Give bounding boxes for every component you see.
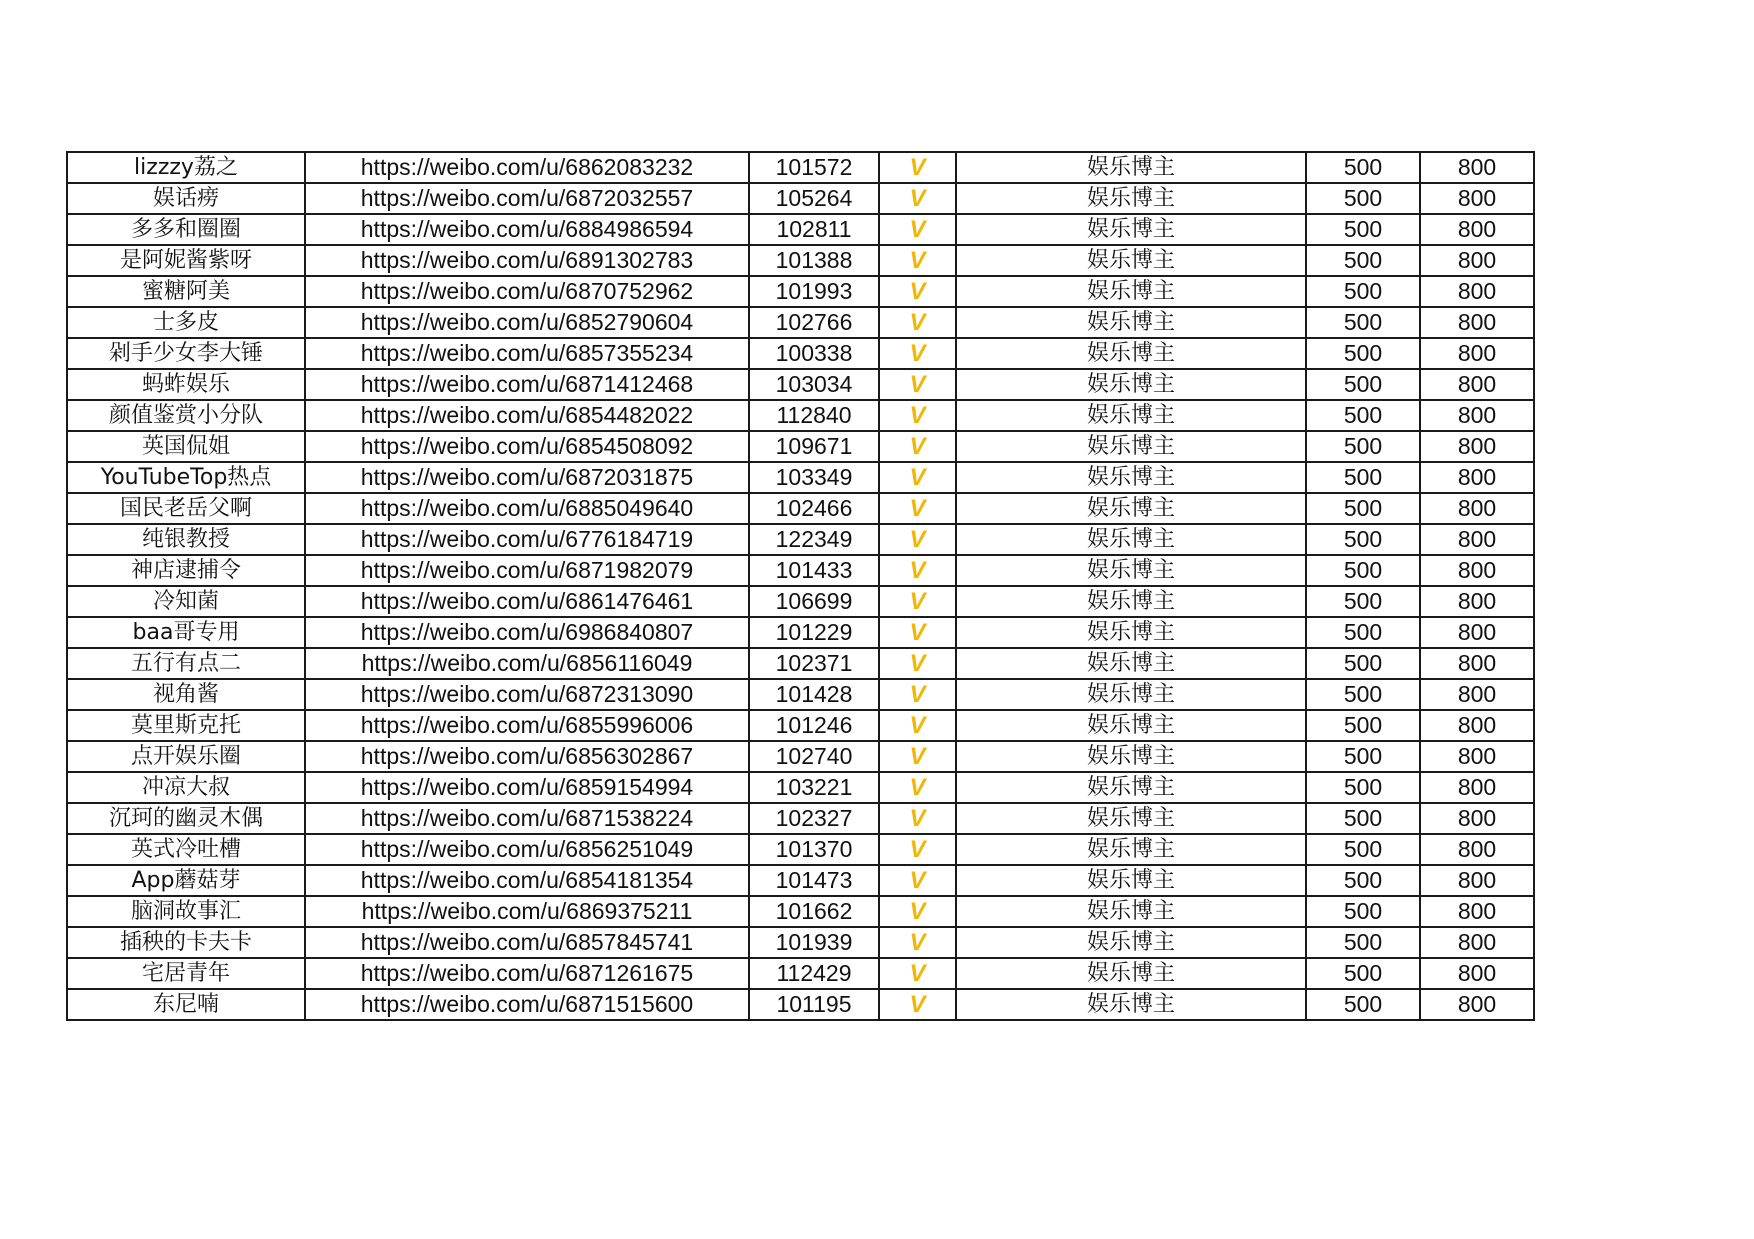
price-primary-cell: 500 xyxy=(1306,338,1420,369)
table-row xyxy=(67,989,1534,1020)
blogger-name-cell: 颜值鉴赏小分队 xyxy=(67,400,305,431)
table-row xyxy=(67,927,1534,958)
blogger-name-cell: 神店逮捕令 xyxy=(67,555,305,586)
category-cell: 娱乐博主 xyxy=(956,803,1306,834)
blogger-name-cell: 是阿妮酱紫呀 xyxy=(67,245,305,276)
blogger-id-cell: 101473 xyxy=(749,865,879,896)
verified-mark-cell: V xyxy=(879,214,956,245)
category-cell: 娱乐博主 xyxy=(956,679,1306,710)
category-cell: 娱乐博主 xyxy=(956,710,1306,741)
price-primary-cell: 500 xyxy=(1306,896,1420,927)
price-secondary-cell: 800 xyxy=(1420,524,1534,555)
blogger-id-cell: 101246 xyxy=(749,710,879,741)
category-cell: 娱乐博主 xyxy=(956,369,1306,400)
verified-mark-cell: V xyxy=(879,462,956,493)
blogger-id-cell: 105264 xyxy=(749,183,879,214)
verified-mark-cell: V xyxy=(879,555,956,586)
verified-mark-cell: V xyxy=(879,524,956,555)
verified-mark-cell: V xyxy=(879,431,956,462)
table-row xyxy=(67,741,1534,772)
table-row xyxy=(67,462,1534,493)
table-row xyxy=(67,369,1534,400)
price-secondary-cell: 800 xyxy=(1420,555,1534,586)
price-primary-cell: 500 xyxy=(1306,834,1420,865)
category-cell: 娱乐博主 xyxy=(956,462,1306,493)
category-cell: 娱乐博主 xyxy=(956,834,1306,865)
blogger-id-cell: 102811 xyxy=(749,214,879,245)
verified-mark-cell: V xyxy=(879,989,956,1020)
blogger-id-cell: 100338 xyxy=(749,338,879,369)
profile-url-cell: https://weibo.com/u/6776184719 xyxy=(305,524,749,555)
category-cell: 娱乐博主 xyxy=(956,617,1306,648)
blogger-id-cell: 102466 xyxy=(749,493,879,524)
price-primary-cell: 500 xyxy=(1306,803,1420,834)
blogger-name-cell: 冷知菌 xyxy=(67,586,305,617)
price-secondary-cell: 800 xyxy=(1420,152,1534,183)
blogger-name-cell: 冲凉大叔 xyxy=(67,772,305,803)
verified-mark-cell: V xyxy=(879,276,956,307)
price-primary-cell: 500 xyxy=(1306,431,1420,462)
blogger-name-cell: 东尼喃 xyxy=(67,989,305,1020)
table-row xyxy=(67,834,1534,865)
blogger-name-cell: 纯银教授 xyxy=(67,524,305,555)
blogger-id-cell: 102371 xyxy=(749,648,879,679)
price-primary-cell: 500 xyxy=(1306,183,1420,214)
table-row xyxy=(67,555,1534,586)
table-row xyxy=(67,679,1534,710)
price-secondary-cell: 800 xyxy=(1420,958,1534,989)
blogger-id-cell: 102740 xyxy=(749,741,879,772)
table-row xyxy=(67,896,1534,927)
price-secondary-cell: 800 xyxy=(1420,989,1534,1020)
table-body xyxy=(67,152,1534,1020)
profile-url-cell: https://weibo.com/u/6871538224 xyxy=(305,803,749,834)
verified-mark-cell: V xyxy=(879,617,956,648)
price-primary-cell: 500 xyxy=(1306,493,1420,524)
verified-mark-cell: V xyxy=(879,152,956,183)
price-secondary-cell: 800 xyxy=(1420,617,1534,648)
price-primary-cell: 500 xyxy=(1306,400,1420,431)
blogger-name-cell: 脑洞故事汇 xyxy=(67,896,305,927)
price-primary-cell: 500 xyxy=(1306,152,1420,183)
blogger-name-cell: baa哥专用 xyxy=(67,617,305,648)
blogger-name-cell: 国民老岳父啊 xyxy=(67,493,305,524)
price-secondary-cell: 800 xyxy=(1420,183,1534,214)
profile-url-cell: https://weibo.com/u/6871515600 xyxy=(305,989,749,1020)
blogger-id-cell: 101229 xyxy=(749,617,879,648)
category-cell: 娱乐博主 xyxy=(956,276,1306,307)
blogger-id-cell: 103034 xyxy=(749,369,879,400)
table-row xyxy=(67,183,1534,214)
price-primary-cell: 500 xyxy=(1306,865,1420,896)
price-primary-cell: 500 xyxy=(1306,276,1420,307)
verified-mark-cell: V xyxy=(879,834,956,865)
profile-url-cell: https://weibo.com/u/6862083232 xyxy=(305,152,749,183)
price-primary-cell: 500 xyxy=(1306,989,1420,1020)
verified-mark-cell: V xyxy=(879,369,956,400)
blogger-id-cell: 103221 xyxy=(749,772,879,803)
blogger-id-cell: 103349 xyxy=(749,462,879,493)
table-row xyxy=(67,772,1534,803)
price-secondary-cell: 800 xyxy=(1420,400,1534,431)
blogger-id-cell: 112840 xyxy=(749,400,879,431)
verified-mark-cell: V xyxy=(879,927,956,958)
table-row xyxy=(67,958,1534,989)
profile-url-cell: https://weibo.com/u/6857845741 xyxy=(305,927,749,958)
table-row xyxy=(67,214,1534,245)
verified-mark-cell: V xyxy=(879,958,956,989)
blogger-name-cell: 宅居青年 xyxy=(67,958,305,989)
blogger-id-cell: 109671 xyxy=(749,431,879,462)
price-primary-cell: 500 xyxy=(1306,710,1420,741)
profile-url-cell: https://weibo.com/u/6871982079 xyxy=(305,555,749,586)
verified-mark-cell: V xyxy=(879,245,956,276)
table-row xyxy=(67,338,1534,369)
profile-url-cell: https://weibo.com/u/6869375211 xyxy=(305,896,749,927)
blogger-id-cell: 101993 xyxy=(749,276,879,307)
table-row xyxy=(67,803,1534,834)
blogger-name-cell: 沉珂的幽灵木偶 xyxy=(67,803,305,834)
profile-url-cell: https://weibo.com/u/6854508092 xyxy=(305,431,749,462)
blogger-id-cell: 101388 xyxy=(749,245,879,276)
blogger-id-cell: 101428 xyxy=(749,679,879,710)
blogger-id-cell: 106699 xyxy=(749,586,879,617)
table-row xyxy=(67,617,1534,648)
price-secondary-cell: 800 xyxy=(1420,586,1534,617)
profile-url-cell: https://weibo.com/u/6856251049 xyxy=(305,834,749,865)
price-primary-cell: 500 xyxy=(1306,524,1420,555)
price-primary-cell: 500 xyxy=(1306,927,1420,958)
category-cell: 娱乐博主 xyxy=(956,927,1306,958)
category-cell: 娱乐博主 xyxy=(956,183,1306,214)
category-cell: 娱乐博主 xyxy=(956,958,1306,989)
table-row xyxy=(67,307,1534,338)
verified-mark-cell: V xyxy=(879,865,956,896)
table-row xyxy=(67,493,1534,524)
blogger-name-cell: 视角酱 xyxy=(67,679,305,710)
price-secondary-cell: 800 xyxy=(1420,679,1534,710)
price-secondary-cell: 800 xyxy=(1420,741,1534,772)
profile-url-cell: https://weibo.com/u/6854181354 xyxy=(305,865,749,896)
table-row xyxy=(67,865,1534,896)
profile-url-cell: https://weibo.com/u/6884986594 xyxy=(305,214,749,245)
price-secondary-cell: 800 xyxy=(1420,803,1534,834)
price-secondary-cell: 800 xyxy=(1420,462,1534,493)
verified-mark-cell: V xyxy=(879,679,956,710)
price-primary-cell: 500 xyxy=(1306,245,1420,276)
price-primary-cell: 500 xyxy=(1306,617,1420,648)
category-cell: 娱乐博主 xyxy=(956,524,1306,555)
verified-mark-cell: V xyxy=(879,803,956,834)
blogger-id-cell: 101370 xyxy=(749,834,879,865)
blogger-name-cell: 娱话痨 xyxy=(67,183,305,214)
profile-url-cell: https://weibo.com/u/6859154994 xyxy=(305,772,749,803)
price-primary-cell: 500 xyxy=(1306,555,1420,586)
blogger-table xyxy=(66,151,1535,1021)
blogger-name-cell: App蘑菇芽 xyxy=(67,865,305,896)
blogger-id-cell: 101572 xyxy=(749,152,879,183)
verified-mark-cell: V xyxy=(879,772,956,803)
profile-url-cell: https://weibo.com/u/6854482022 xyxy=(305,400,749,431)
blogger-name-cell: 蜜糖阿美 xyxy=(67,276,305,307)
category-cell: 娱乐博主 xyxy=(956,400,1306,431)
category-cell: 娱乐博主 xyxy=(956,989,1306,1020)
verified-mark-cell: V xyxy=(879,586,956,617)
price-primary-cell: 500 xyxy=(1306,586,1420,617)
blogger-id-cell: 101939 xyxy=(749,927,879,958)
blogger-name-cell: 蚂蚱娱乐 xyxy=(67,369,305,400)
profile-url-cell: https://weibo.com/u/6870752962 xyxy=(305,276,749,307)
profile-url-cell: https://weibo.com/u/6856116049 xyxy=(305,648,749,679)
category-cell: 娱乐博主 xyxy=(956,865,1306,896)
profile-url-cell: https://weibo.com/u/6885049640 xyxy=(305,493,749,524)
profile-url-cell: https://weibo.com/u/6856302867 xyxy=(305,741,749,772)
profile-url-cell: https://weibo.com/u/6872313090 xyxy=(305,679,749,710)
price-primary-cell: 500 xyxy=(1306,958,1420,989)
blogger-name-cell: 剁手少女李大锤 xyxy=(67,338,305,369)
profile-url-cell: https://weibo.com/u/6855996006 xyxy=(305,710,749,741)
category-cell: 娱乐博主 xyxy=(956,307,1306,338)
profile-url-cell: https://weibo.com/u/6871261675 xyxy=(305,958,749,989)
blogger-name-cell: 插秧的卡夫卡 xyxy=(67,927,305,958)
profile-url-cell: https://weibo.com/u/6986840807 xyxy=(305,617,749,648)
price-primary-cell: 500 xyxy=(1306,369,1420,400)
profile-url-cell: https://weibo.com/u/6871412468 xyxy=(305,369,749,400)
price-secondary-cell: 800 xyxy=(1420,493,1534,524)
blogger-id-cell: 101195 xyxy=(749,989,879,1020)
verified-mark-cell: V xyxy=(879,648,956,679)
verified-mark-cell: V xyxy=(879,710,956,741)
blogger-name-cell: 士多皮 xyxy=(67,307,305,338)
category-cell: 娱乐博主 xyxy=(956,648,1306,679)
category-cell: 娱乐博主 xyxy=(956,772,1306,803)
price-secondary-cell: 800 xyxy=(1420,307,1534,338)
price-secondary-cell: 800 xyxy=(1420,245,1534,276)
price-secondary-cell: 800 xyxy=(1420,431,1534,462)
blogger-id-cell: 102766 xyxy=(749,307,879,338)
table-row xyxy=(67,152,1534,183)
category-cell: 娱乐博主 xyxy=(956,431,1306,462)
price-secondary-cell: 800 xyxy=(1420,648,1534,679)
price-primary-cell: 500 xyxy=(1306,307,1420,338)
profile-url-cell: https://weibo.com/u/6891302783 xyxy=(305,245,749,276)
blogger-name-cell: YouTubeTop热点 xyxy=(67,462,305,493)
verified-mark-cell: V xyxy=(879,896,956,927)
verified-mark-cell: V xyxy=(879,307,956,338)
price-secondary-cell: 800 xyxy=(1420,772,1534,803)
blogger-id-cell: 101662 xyxy=(749,896,879,927)
verified-mark-cell: V xyxy=(879,741,956,772)
blogger-id-cell: 101433 xyxy=(749,555,879,586)
price-primary-cell: 500 xyxy=(1306,679,1420,710)
category-cell: 娱乐博主 xyxy=(956,152,1306,183)
price-primary-cell: 500 xyxy=(1306,214,1420,245)
category-cell: 娱乐博主 xyxy=(956,896,1306,927)
category-cell: 娱乐博主 xyxy=(956,741,1306,772)
table-row xyxy=(67,276,1534,307)
blogger-name-cell: 五行有点二 xyxy=(67,648,305,679)
price-secondary-cell: 800 xyxy=(1420,865,1534,896)
verified-mark-cell: V xyxy=(879,183,956,214)
category-cell: 娱乐博主 xyxy=(956,586,1306,617)
blogger-id-cell: 102327 xyxy=(749,803,879,834)
table-row xyxy=(67,524,1534,555)
price-primary-cell: 500 xyxy=(1306,772,1420,803)
category-cell: 娱乐博主 xyxy=(956,245,1306,276)
profile-url-cell: https://weibo.com/u/6872031875 xyxy=(305,462,749,493)
verified-mark-cell: V xyxy=(879,338,956,369)
price-secondary-cell: 800 xyxy=(1420,710,1534,741)
blogger-id-cell: 112429 xyxy=(749,958,879,989)
price-secondary-cell: 800 xyxy=(1420,214,1534,245)
price-secondary-cell: 800 xyxy=(1420,896,1534,927)
blogger-id-cell: 122349 xyxy=(749,524,879,555)
price-secondary-cell: 800 xyxy=(1420,927,1534,958)
price-primary-cell: 500 xyxy=(1306,741,1420,772)
category-cell: 娱乐博主 xyxy=(956,493,1306,524)
blogger-name-cell: 英式冷吐槽 xyxy=(67,834,305,865)
blogger-name-cell: 点开娱乐圈 xyxy=(67,741,305,772)
table-row xyxy=(67,586,1534,617)
category-cell: 娱乐博主 xyxy=(956,214,1306,245)
profile-url-cell: https://weibo.com/u/6852790604 xyxy=(305,307,749,338)
verified-mark-cell: V xyxy=(879,493,956,524)
price-primary-cell: 500 xyxy=(1306,648,1420,679)
price-secondary-cell: 800 xyxy=(1420,338,1534,369)
profile-url-cell: https://weibo.com/u/6857355234 xyxy=(305,338,749,369)
blogger-name-cell: lizzzy荔之 xyxy=(67,152,305,183)
blogger-name-cell: 英国侃姐 xyxy=(67,431,305,462)
table-row xyxy=(67,648,1534,679)
profile-url-cell: https://weibo.com/u/6872032557 xyxy=(305,183,749,214)
blogger-name-cell: 莫里斯克托 xyxy=(67,710,305,741)
price-secondary-cell: 800 xyxy=(1420,276,1534,307)
category-cell: 娱乐博主 xyxy=(956,338,1306,369)
price-secondary-cell: 800 xyxy=(1420,834,1534,865)
table-row xyxy=(67,431,1534,462)
table-row xyxy=(67,400,1534,431)
price-primary-cell: 500 xyxy=(1306,462,1420,493)
blogger-name-cell: 多多和圈圈 xyxy=(67,214,305,245)
verified-mark-cell: V xyxy=(879,400,956,431)
profile-url-cell: https://weibo.com/u/6861476461 xyxy=(305,586,749,617)
price-secondary-cell: 800 xyxy=(1420,369,1534,400)
category-cell: 娱乐博主 xyxy=(956,555,1306,586)
table-row xyxy=(67,710,1534,741)
table-row xyxy=(67,245,1534,276)
